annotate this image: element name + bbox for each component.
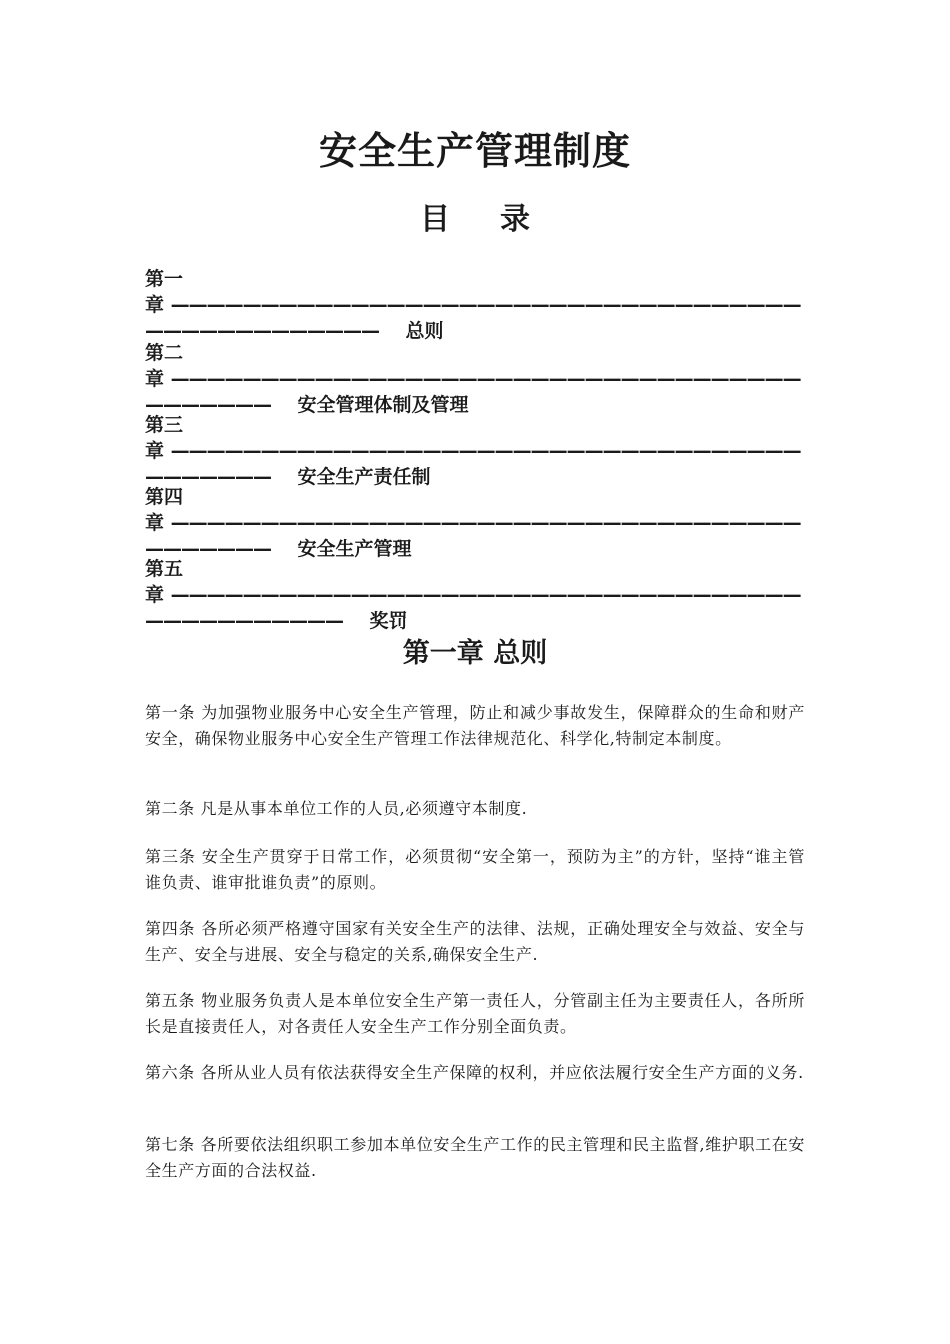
toc-chapter-title: 安全生产责任制 [297, 466, 431, 488]
toc-heading-right: 录 [500, 202, 530, 237]
toc-chapter-title: 奖罚 [369, 610, 408, 632]
toc-heading-left: 目 [420, 202, 450, 237]
toc-chapter-label: 第五章 [145, 558, 184, 606]
toc-leader: —————————————————————————————————————————— [145, 440, 801, 488]
article-7: 第七条 各所要依法组织职工参加本单位安全生产工作的民主管理和民主监督,维护职工在安全生产方面的合法权益. [145, 1135, 805, 1180]
toc-chapter-label: 第三章 [145, 414, 184, 462]
article-4: 第四条 各所必须严格遵守国家有关安全生产的法律、法规，正确处理安全与效益、安全与生产、安全与进展、安全与稳定的关系,确保安全生产. [145, 919, 805, 964]
toc-chapter-title: 总则 [405, 320, 444, 342]
toc-item-chapter-3 [145, 412, 805, 490]
toc-leader: —————————————————————————————————————————— [145, 512, 801, 560]
toc-chapter-title: 安全管理体制及管理 [297, 394, 469, 416]
toc-item-chapter-4 [145, 484, 805, 562]
toc-leader: —————————————————————————————————————————————— [145, 584, 801, 632]
toc-chapter-label: 第一章 [145, 268, 184, 316]
article-2: 第二条 凡是从事本单位工作的人员,必须遵守本制度. [145, 799, 528, 818]
article-5: 第五条 物业服务负责人是本单位安全生产第一责任人，分管副主任为主要责任人，各所所长是直接责任人，对各责任人安全生产工作分别全面负责。 [145, 991, 805, 1036]
toc-heading [145, 198, 805, 242]
article-3: 第三条 安全生产贯穿于日常工作，必须贯彻“安全第一，预防为主”的方针，坚持“谁主管谁负责、谁审批谁负责”的原则。 [145, 847, 805, 892]
article-6: 第六条 各所从业人员有依法获得安全生产保障的权利，并应依法履行安全生产方面的义务. [145, 1063, 804, 1082]
article-1: 第一条 为加强物业服务中心安全生产管理，防止和减少事故发生，保障群众的生命和财产安全，确保物业服务中心安全生产管理工作法律规范化、科学化,特制定本制度。 [145, 703, 805, 748]
toc-leader: ———————————————————————————————————————————————— [145, 294, 801, 342]
toc-item-chapter-2 [145, 340, 805, 418]
chapter-1-heading: 第一章 总则 [402, 638, 548, 669]
toc-item-chapter-1 [145, 266, 805, 344]
toc-chapter-label: 第二章 [145, 342, 184, 390]
toc-chapter-label: 第四章 [145, 486, 184, 534]
toc-item-chapter-5 [145, 556, 805, 634]
toc-chapter-title: 安全生产管理 [297, 538, 412, 560]
toc-leader: —————————————————————————————————————————— [145, 368, 801, 416]
document-title: 安全生产管理制度 [318, 129, 631, 173]
